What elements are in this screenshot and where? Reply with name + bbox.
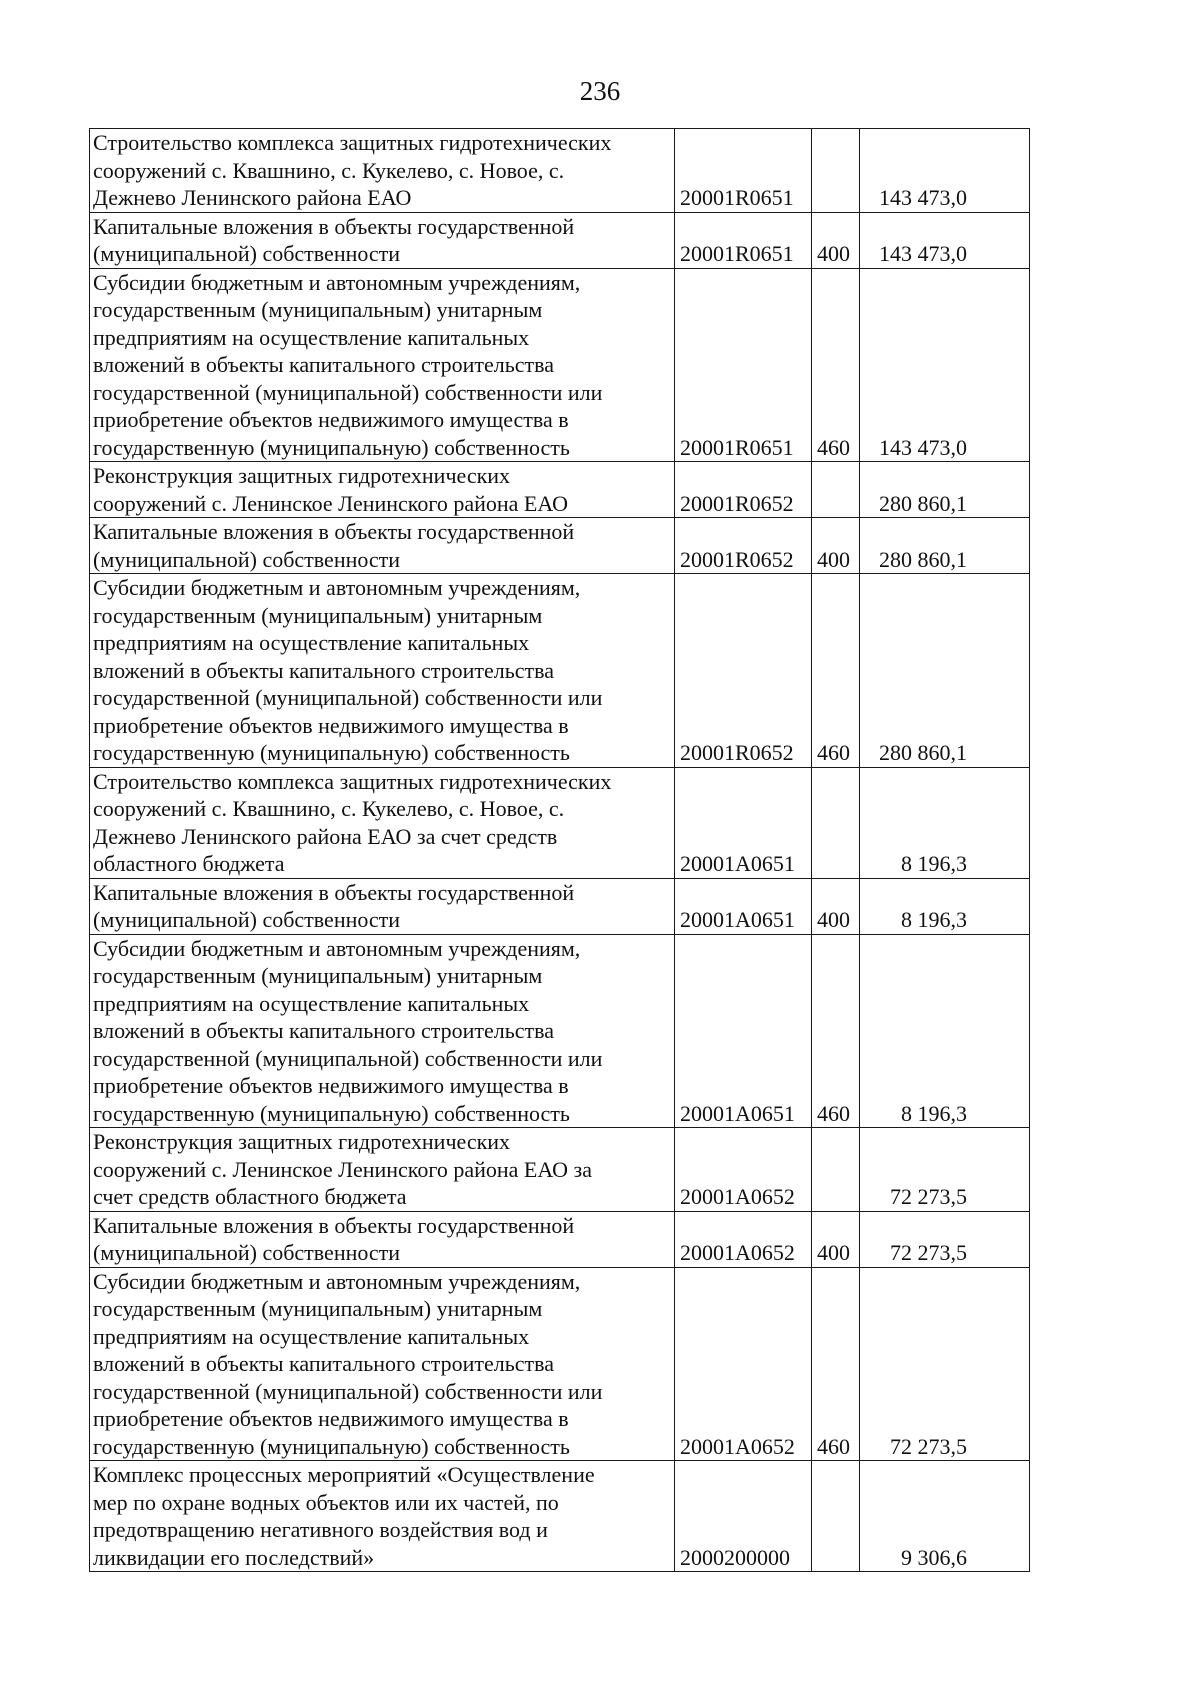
expense-name-line: государственным (муниципальным) унитарным [93, 297, 543, 322]
expense-type-code: 400 [812, 518, 860, 574]
expense-name-line: Дежнево Ленинского района ЕАО [93, 185, 412, 210]
table-row [90, 934, 1030, 1128]
page-number: 236 [579, 76, 621, 106]
expense-type-code: 400 [812, 878, 860, 934]
expense-name-line: вложений в объекты капитального строительства [93, 352, 555, 377]
table-row [90, 1267, 1030, 1461]
expense-name-line: предприятиям на осуществление капитальных [93, 990, 530, 1016]
expense-name-line: приобретение объектов недвижимого имущества в [93, 1406, 569, 1431]
expense-name-line: предприятиям на осуществление капитальных [93, 1323, 530, 1349]
expense-type-code: 460 [812, 1267, 860, 1461]
expense-name-line: сооружений с. Ленинское Ленинского района ЕАО за [93, 1156, 592, 1182]
expense-type-code [812, 1128, 860, 1212]
amount-value: 143 473,0 [860, 268, 1030, 462]
expense-name-line: государственной (муниципальной) собственности или [93, 1045, 603, 1071]
expense-name-line: Капитальные вложения в объекты государственной [93, 1212, 575, 1238]
expense-type-code: 400 [812, 1211, 860, 1267]
amount-value: 143 473,0 [860, 129, 1030, 213]
target-article-code: 20001A0651 [675, 878, 812, 934]
expense-name-line: Субсидии бюджетным и автономным учреждениям, [93, 575, 581, 600]
target-article-code: 20001A0651 [675, 767, 812, 878]
amount-value: 280 860,1 [860, 574, 1030, 768]
expense-name-line: государственным (муниципальным) унитарным [93, 602, 543, 628]
expense-name-cell [90, 1461, 675, 1572]
expense-name-line: государственным (муниципальным) унитарным [93, 1296, 543, 1321]
expense-name-line: государственную (муниципальную) собственность [93, 1100, 570, 1126]
amount-value: 9 306,6 [860, 1461, 1030, 1572]
target-article-code: 2000200000 [675, 1461, 812, 1572]
expense-name-line: государственной (муниципальной) собственности или [93, 379, 603, 405]
target-article-code: 20001R0652 [675, 518, 812, 574]
expense-name-cell [90, 1211, 675, 1267]
target-article-code: 20001A0651 [675, 934, 812, 1128]
expense-name-cell [90, 934, 675, 1128]
amount-value: 8 196,3 [860, 878, 1030, 934]
expense-name-line: (муниципальной) собственности [93, 1240, 401, 1265]
table-row [90, 462, 1030, 518]
table-row [90, 1128, 1030, 1212]
table-row [90, 878, 1030, 934]
amount-value: 8 196,3 [860, 767, 1030, 878]
table-row [90, 1461, 1030, 1572]
expense-name-line: вложений в объекты капитального строительства [93, 1351, 555, 1376]
amount-value: 143 473,0 [860, 212, 1030, 268]
expense-type-code: 460 [812, 268, 860, 462]
table-row [90, 1211, 1030, 1267]
target-article-code: 20001R0651 [675, 129, 812, 213]
target-article-code: 20001A0652 [675, 1128, 812, 1212]
table-row [90, 518, 1030, 574]
target-article-code: 20001R0651 [675, 212, 812, 268]
expense-name-line: Субсидии бюджетным и автономным учреждениям, [93, 935, 581, 961]
amount-value: 72 273,5 [860, 1211, 1030, 1267]
expense-name-line: вложений в объекты капитального строительства [93, 1018, 555, 1043]
expense-name-line: (муниципальной) собственности [93, 907, 401, 932]
expense-name-cell [90, 268, 675, 462]
expense-name-line: предприятиям на осуществление капитальных [93, 324, 530, 350]
expense-name-line: государственной (муниципальной) собственности или [93, 1378, 603, 1404]
expense-name-line: предотвращению негативного воздействия вод и [93, 1517, 548, 1542]
target-article-code: 20001R0652 [675, 574, 812, 768]
expense-name-line: Дежнево Ленинского района ЕАО за счет средств [93, 823, 558, 849]
expense-name-line: сооружений с. Квашнино, с. Кукелево, с. Новое, с. [93, 796, 565, 821]
expense-name-line: государственную (муниципальную) собственность [93, 1433, 570, 1459]
expense-type-code [812, 129, 860, 213]
amount-value: 8 196,3 [860, 934, 1030, 1128]
table-row [90, 268, 1030, 462]
expense-type-code: 460 [812, 574, 860, 768]
target-article-code: 20001R0652 [675, 462, 812, 518]
expense-type-code: 400 [812, 212, 860, 268]
expense-name-cell [90, 212, 675, 268]
expense-name-line: Строительство комплекса защитных гидротехнических [93, 130, 612, 155]
target-article-code: 20001A0652 [675, 1267, 812, 1461]
table-row [90, 767, 1030, 878]
expense-name-line: ликвидации его последствий» [93, 1544, 375, 1570]
expense-name-line: сооружений с. Квашнино, с. Кукелево, с. Новое, с. [93, 157, 565, 183]
expense-name-line: областного бюджета [93, 851, 285, 876]
expense-type-code [812, 1461, 860, 1572]
expense-name-line: государственным (муниципальным) унитарным [93, 963, 543, 988]
expense-name-line: государственную (муниципальную) собственность [93, 740, 570, 765]
expense-name-cell [90, 129, 675, 213]
expense-name-cell [90, 767, 675, 878]
table-body [90, 129, 1030, 1572]
amount-value: 280 860,1 [860, 462, 1030, 518]
table-row [90, 129, 1030, 213]
expense-name-line: государственную (муниципальную) собственность [93, 434, 570, 460]
table-row [90, 212, 1030, 268]
expense-name-line: государственной (муниципальной) собственности или [93, 685, 603, 710]
amount-value: 280 860,1 [860, 518, 1030, 574]
expense-name-line: вложений в объекты капитального строительства [93, 657, 555, 683]
expense-name-line: Субсидии бюджетным и автономным учреждениям, [93, 269, 581, 295]
table-row [90, 574, 1030, 768]
expense-name-line: счет средств областного бюджета [93, 1184, 407, 1209]
expense-name-cell [90, 462, 675, 518]
expense-name-line: сооружений с. Ленинское Ленинского района ЕАО [93, 490, 569, 516]
expense-name-line: Реконструкция защитных гидротехнических [93, 463, 511, 488]
expense-name-line: Капитальные вложения в объекты государственной [93, 213, 575, 239]
target-article-code: 20001R0651 [675, 268, 812, 462]
target-article-code: 20001A0652 [675, 1211, 812, 1267]
expense-name-line: (муниципальной) собственности [93, 546, 401, 572]
expense-type-code: 460 [812, 934, 860, 1128]
expense-name-cell [90, 878, 675, 934]
expense-type-code [812, 462, 860, 518]
expense-name-line: приобретение объектов недвижимого имущества в [93, 712, 569, 738]
expense-name-line: Капитальные вложения в объекты государственной [93, 879, 575, 905]
expense-name-cell [90, 1128, 675, 1212]
expense-type-code [812, 767, 860, 878]
amount-value: 72 273,5 [860, 1128, 1030, 1212]
expense-name-line: Капитальные вложения в объекты государственной [93, 519, 575, 544]
expense-name-cell [90, 574, 675, 768]
expense-name-cell [90, 1267, 675, 1461]
budget-table [89, 128, 1030, 1572]
amount-value: 72 273,5 [860, 1267, 1030, 1461]
expense-name-line: (муниципальной) собственности [93, 241, 401, 266]
expense-name-line: Субсидии бюджетным и автономным учреждениям, [93, 1268, 581, 1294]
expense-name-line: приобретение объектов недвижимого имущества в [93, 407, 569, 432]
expense-name-cell [90, 518, 675, 574]
expense-name-line: предприятиям на осуществление капитальных [93, 630, 530, 655]
expense-name-line: Строительство комплекса защитных гидротехнических [93, 768, 612, 794]
expense-name-line: Реконструкция защитных гидротехнических [93, 1129, 511, 1154]
expense-name-line: Комплекс процессных мероприятий «Осуществление [93, 1462, 595, 1487]
expense-name-line: мер по охране водных объектов или их частей, по [93, 1489, 559, 1515]
expense-name-line: приобретение объектов недвижимого имущества в [93, 1073, 569, 1098]
